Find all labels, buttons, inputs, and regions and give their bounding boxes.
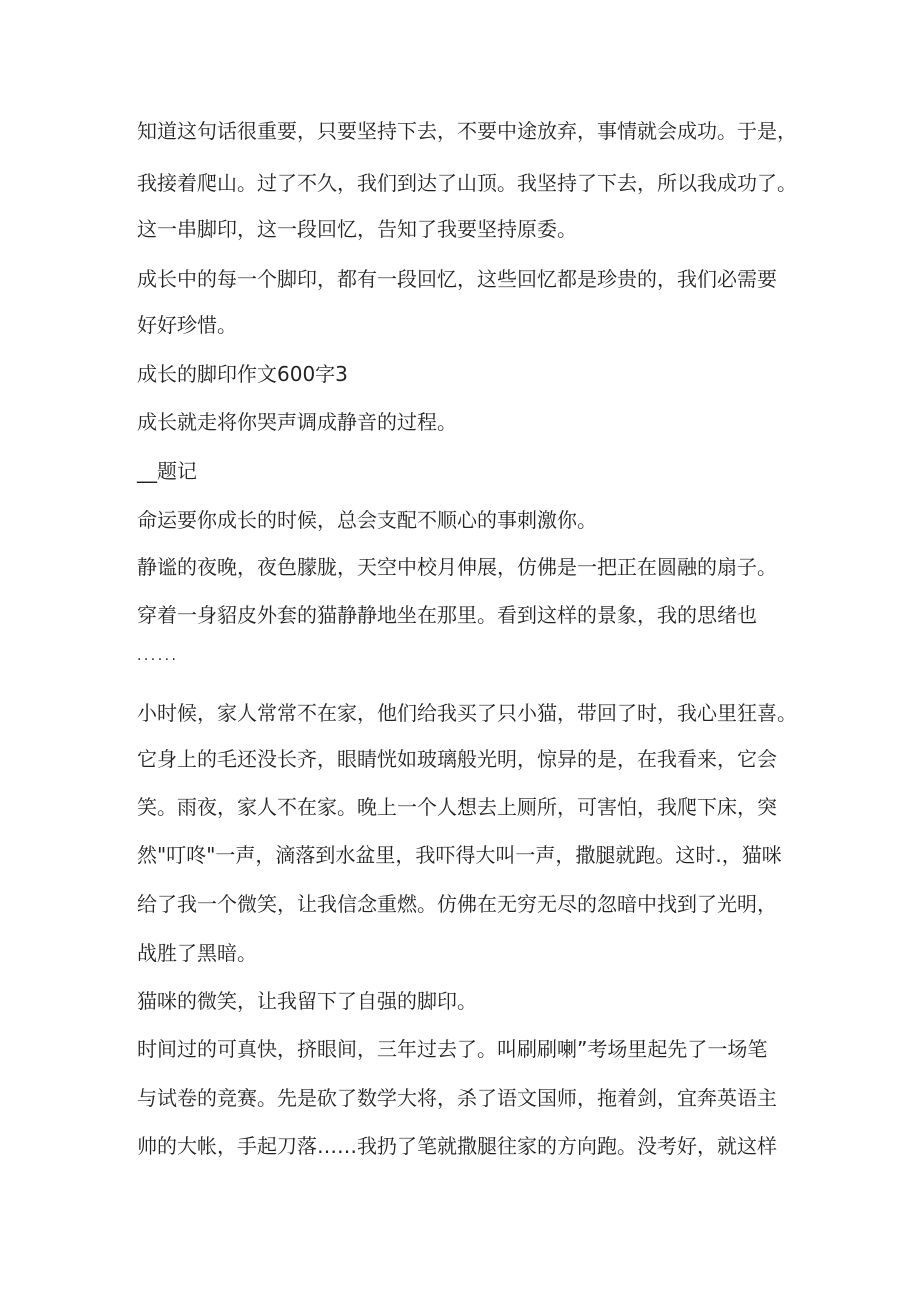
text-line: 成长就走将你哭声调成静音的过程。 — [137, 410, 457, 434]
text-line: 战胜了黑暗。 — [137, 941, 257, 965]
text-line: 给了我一个微笑，让我信念重燃。仿佛在无穷无尽的忽暗中找到了光明， — [137, 892, 777, 916]
section-heading: 成长的脚印作文600字3 — [137, 362, 348, 386]
text-line: 它身上的毛还没长齐，眼睛恍如玻璃般光明，惊异的是，在我看来，它会 — [137, 747, 777, 771]
text-line: 穿着一身貂皮外套的猫静静地坐在那里。看到这样的景象，我的思绪也 — [137, 603, 757, 627]
text-line: 成长中的每一个脚印，都有一段回忆，这些回忆都是珍贵的，我们必需要 — [137, 267, 777, 291]
text-line: 与试卷的竞赛。先是砍了数学大将，杀了语文国师，拖着剑，宜奔英语主 — [137, 1086, 777, 1110]
text-line: 好好珍惜。 — [137, 313, 237, 337]
text-line: 静谧的夜晚，夜色朦胧，天空中校月伸展，仿佛是一把正在圆融的扇子。 — [137, 555, 777, 579]
text-line: 猫咪的微笑，让我留下了自强的脚印。 — [137, 989, 477, 1013]
text-line: 知道这句话很重要，只要坚持下去，不要中途放弃，事情就会成功。于是， — [137, 119, 797, 143]
text-line: 这一串脚印，这一段回忆，告知了我要坚持原委。 — [137, 217, 577, 241]
epigraph-attribution: __题记 — [137, 459, 197, 483]
ellipsis-line: · · · · · · — [137, 652, 175, 668]
text-line: 帅的大帐，手起刀落……我扔了笔就撒腿往家的方向跑。没考好，就这样 — [137, 1134, 777, 1158]
text-line: 时间过的可真快，挤眼间，三年过去了。叫刷刷喇”考场里起先了一场笔 — [137, 1037, 768, 1061]
text-line: 然"叮咚"一声，滴落到水盆里，我吓得大叫一声，撒腿就跑。这时.，猫咪 — [137, 843, 782, 867]
text-line: 命运要你成长的时候，总会支配不顺心的事刺激你。 — [137, 508, 597, 532]
text-line: 笑。雨夜，家人不在家。晚上一个人想去上厕所，可害怕，我爬下床，突 — [137, 795, 777, 819]
text-line: 小时候，家人常常不在家，他们给我买了只小猫，带回了时，我心里狂喜。 — [137, 701, 797, 725]
text-line: 我接着爬山。过了不久，我们到达了山顶。我坚持了下去，所以我成功了。 — [137, 171, 797, 195]
